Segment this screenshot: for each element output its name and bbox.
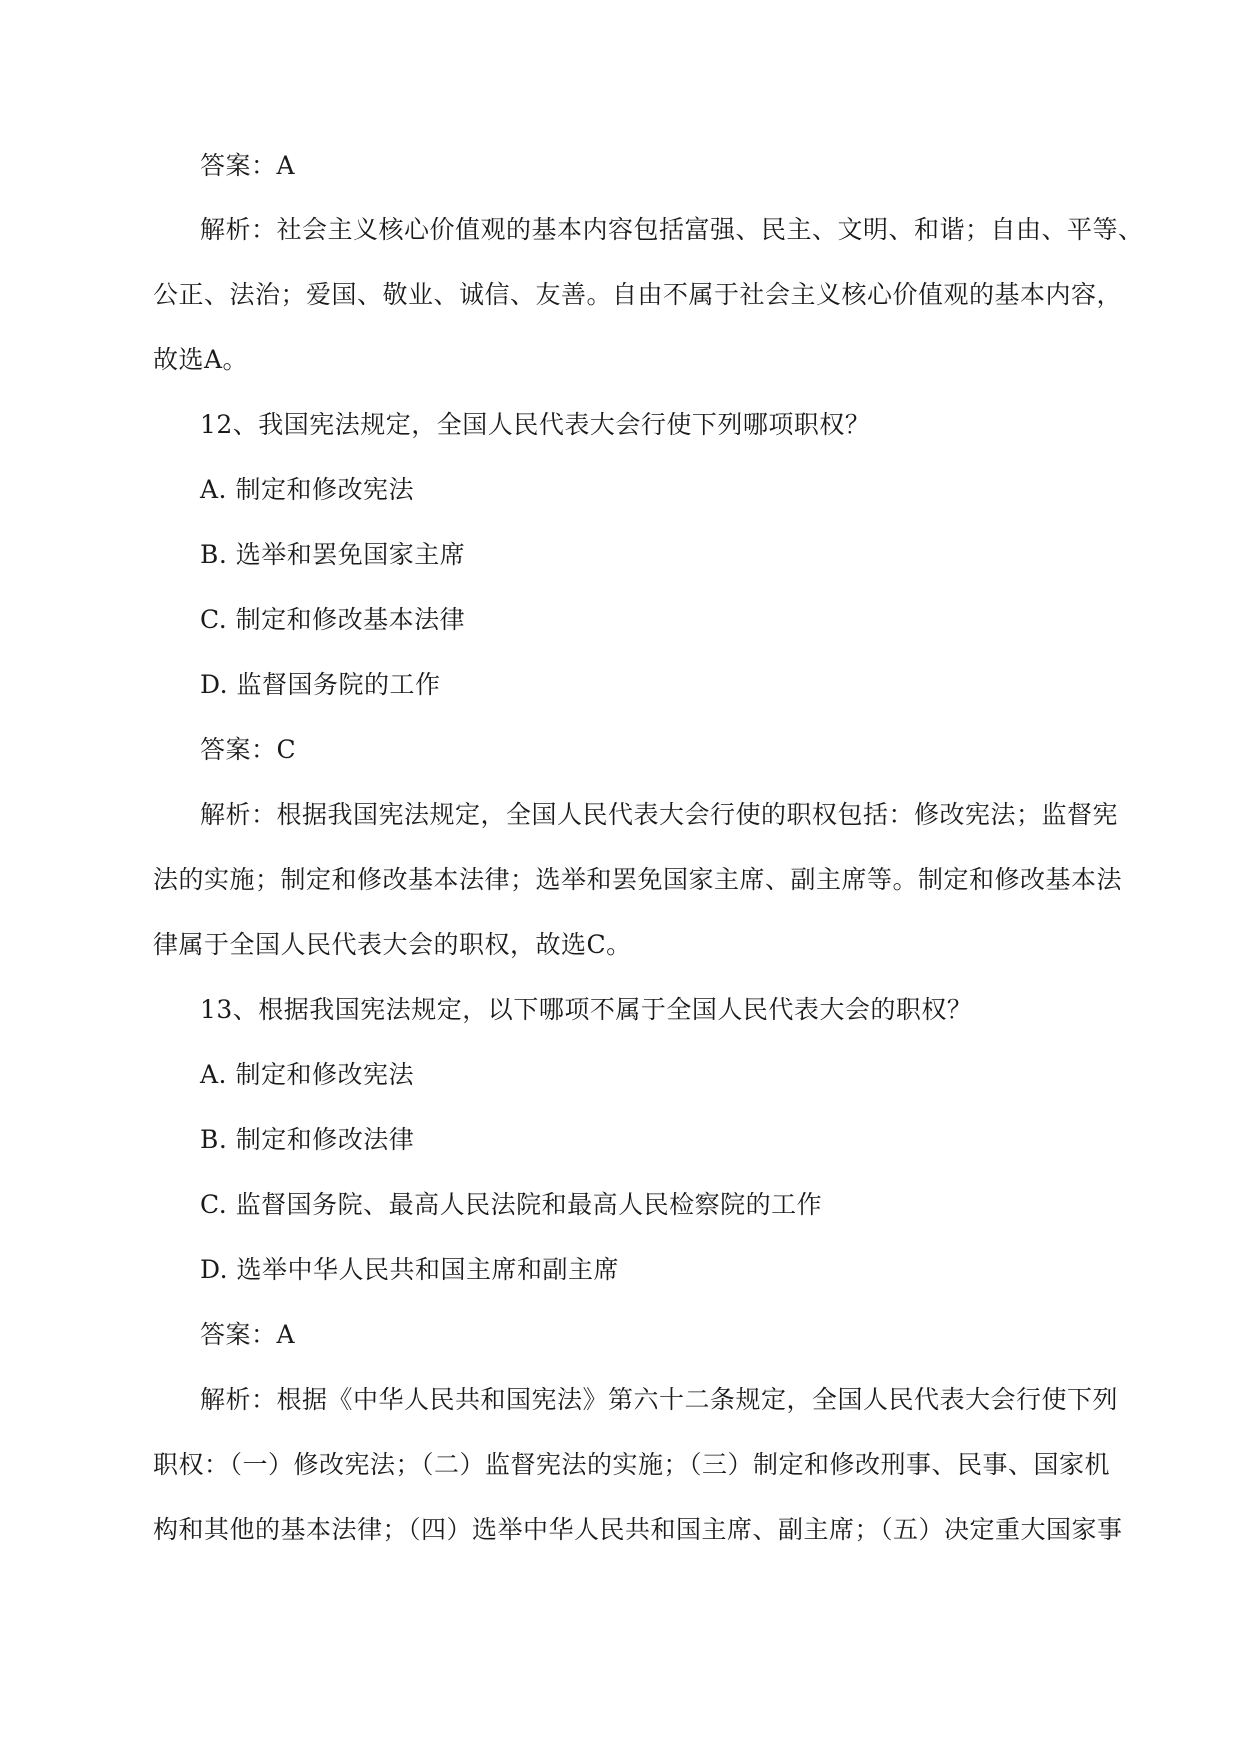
q12-option-c: C. 制定和修改基本法律 xyxy=(200,605,466,634)
q12-question: 12、我国宪法规定，全国人民代表大会行使下列哪项职权？ xyxy=(200,410,871,439)
q13-option-a: A. 制定和修改宪法 xyxy=(200,1060,414,1089)
q11-analysis-line-2: 公正、法治；爱国、敬业、诚信、友善。自由不属于社会主义核心价值观的基本内容， xyxy=(153,280,1123,309)
q12-analysis-line-1: 解析：根据我国宪法规定，全国人民代表大会行使的职权包括：修改宪法；监督宪 xyxy=(200,800,1119,829)
q13-analysis-line-3: 构和其他的基本法律；（四）选举中华人民共和国主席、副主席；（五）决定重大国家事 xyxy=(153,1515,1123,1544)
q13-option-d: D. 选举中华人民共和国主席和副主席 xyxy=(200,1255,620,1284)
q13-analysis-line-2: 职权：（一）修改宪法；（二）监督宪法的实施；（三）制定和修改刑事、民事、国家机 xyxy=(153,1450,1111,1479)
q13-option-c: C. 监督国务院、最高人民法院和最高人民检察院的工作 xyxy=(200,1190,823,1219)
q12-option-b: B. 选举和罢免国家主席 xyxy=(200,540,466,569)
q12-analysis-line-3: 律属于全国人民代表大会的职权，故选C。 xyxy=(153,930,632,959)
q11-answer: 答案：A xyxy=(200,151,296,180)
q13-answer: 答案：A xyxy=(200,1320,296,1349)
q12-option-d: D. 监督国务院的工作 xyxy=(200,670,441,699)
q12-answer: 答案：C xyxy=(200,735,297,764)
q11-analysis-line-3: 故选A。 xyxy=(153,345,249,374)
q12-analysis-line-2: 法的实施；制定和修改基本法律；选举和罢免国家主席、副主席等。制定和修改基本法 xyxy=(153,865,1123,894)
q12-option-a: A. 制定和修改宪法 xyxy=(200,475,414,504)
q13-option-b: B. 制定和修改法律 xyxy=(200,1125,415,1154)
q11-analysis-line-1: 解析：社会主义核心价值观的基本内容包括富强、民主、文明、和谐；自由、平等、 xyxy=(200,215,1144,244)
q13-analysis-line-1: 解析：根据《中华人民共和国宪法》第六十二条规定，全国人民代表大会行使下列 xyxy=(200,1385,1119,1414)
q13-question: 13、根据我国宪法规定，以下哪项不属于全国人民代表大会的职权？ xyxy=(200,995,973,1024)
